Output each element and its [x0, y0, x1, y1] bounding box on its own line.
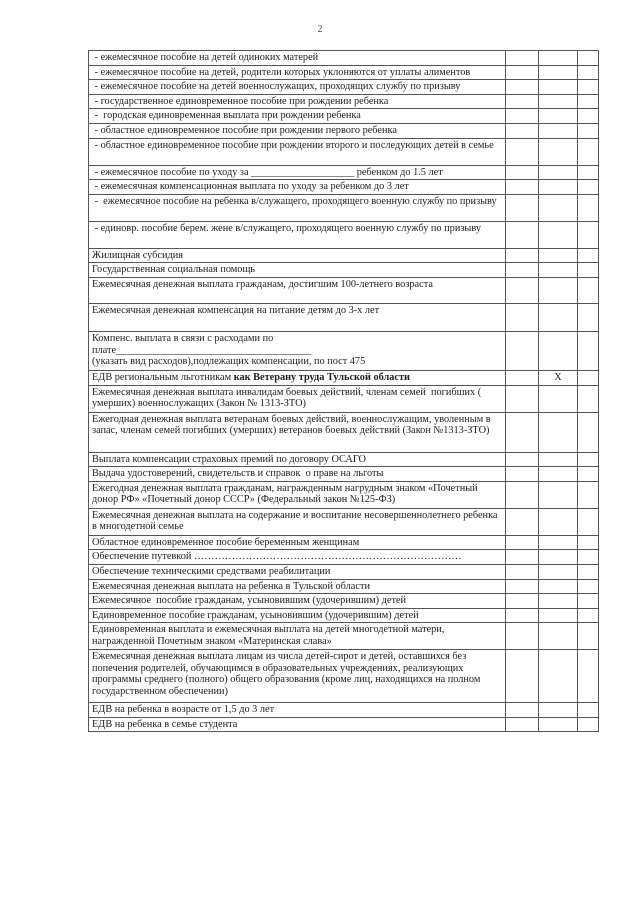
blank-cell: [578, 452, 599, 467]
blank-cell: [578, 481, 599, 508]
table-row: [89, 248, 599, 263]
selection-mark: [538, 452, 577, 467]
benefit-name: - ежемесячное пособие на детей военнослужащих, проходящих службу по призыву: [89, 80, 506, 95]
benefit-name: - ежемесячное пособие на детей, родители которых уклоняются от уплаты алиментов: [89, 65, 506, 80]
blank-cell: [505, 385, 538, 412]
blank-cell: [578, 80, 599, 95]
blank-cell: [578, 650, 599, 703]
blank-cell: [578, 221, 599, 248]
table-row: [89, 221, 599, 248]
benefit-name: Государственная социальная помощь: [89, 263, 506, 278]
blank-cell: [505, 467, 538, 482]
selection-mark: [538, 138, 577, 165]
blank-cell: [505, 481, 538, 508]
blank-cell: [505, 331, 538, 370]
blank-cell: [505, 51, 538, 66]
benefit-name: Ежемесячная денежная выплата гражданам, достигшим 100-летнего возраста: [89, 277, 506, 303]
table-row: [89, 452, 599, 467]
table-row: [89, 65, 599, 80]
benefit-name: Обеспечение техническими средствами реабилитации: [89, 564, 506, 579]
blank-cell: [578, 508, 599, 535]
table-row: [89, 703, 599, 718]
selection-mark: [538, 248, 577, 263]
selection-mark: [538, 263, 577, 278]
blank-cell: [505, 623, 538, 650]
benefit-name: Ежегодная денежная выплата ветеранам боевых действий, военнослужащим, уволенным в запас, членам семей погибших (умерших) ветеранов боевых действий (Закон №1313-ЗТО): [89, 412, 506, 452]
table-row: [89, 138, 599, 165]
blank-cell: [578, 51, 599, 66]
selection-mark: [538, 550, 577, 565]
blank-cell: [578, 717, 599, 732]
blank-cell: [578, 703, 599, 718]
table-row: [89, 412, 599, 452]
blank-cell: [505, 94, 538, 109]
table-row: [89, 263, 599, 278]
selection-mark: [538, 508, 577, 535]
page-number: 2: [317, 24, 323, 35]
benefit-name: - государственное единовременное пособие при рождении ребенка: [89, 94, 506, 109]
table-row: [89, 535, 599, 550]
blank-cell: [505, 579, 538, 594]
table-row: [89, 608, 599, 623]
benefit-name-bold-text: как Ветерану труда Тульской области: [233, 371, 410, 383]
table-row: [89, 180, 599, 195]
benefit-name: Ежемесячная денежная компенсация на питание детям до 3-х лет: [89, 303, 506, 331]
blank-cell: [505, 194, 538, 221]
table-row: [89, 467, 599, 482]
blank-cell: [578, 412, 599, 452]
selection-mark: [538, 623, 577, 650]
table-row: [89, 508, 599, 535]
benefit-name: Ежемесячная денежная выплата на содержание и воспитание несовершеннолетнего ребенка в многодетной семье: [89, 508, 506, 535]
table-row: [89, 623, 599, 650]
selection-mark: [538, 123, 577, 138]
selection-mark: [538, 51, 577, 66]
blank-cell: [578, 94, 599, 109]
selection-mark: [538, 180, 577, 195]
blank-cell: [578, 194, 599, 221]
selection-mark: [538, 412, 577, 452]
benefit-name: Компенс. выплата в связи с расходами по плате______________________________________ (указать вид расходов),подлежащих компенсации, по пост 475: [89, 331, 506, 370]
benefit-name: - областное единовременное пособие при рождении первого ребенка: [89, 123, 506, 138]
blank-cell: [505, 608, 538, 623]
blank-cell: [505, 277, 538, 303]
selection-mark: [538, 165, 577, 180]
benefit-name: - единовр. пособие берем. жене в/служащего, проходящего военную службу по призыву: [89, 221, 506, 248]
table-row: [89, 80, 599, 95]
table-row: [89, 594, 599, 609]
blank-cell: [578, 535, 599, 550]
benefit-name: Ежемесячная денежная выплата лицам из числа детей-сирот и детей, оставшихся без попечения родителей, обучающимся в образовательных учреждениях, реализующих программы среднего (полного) общего образования (кроме лиц, находящихся на полном государственном обеспечении): [89, 650, 506, 703]
blank-cell: [505, 165, 538, 180]
benefit-name: - ежемесячное пособие на детей одиноких матерей: [89, 51, 506, 66]
table-row: [89, 564, 599, 579]
selection-mark: [538, 194, 577, 221]
blank-cell: [505, 703, 538, 718]
blank-cell: [578, 385, 599, 412]
table-row: [89, 303, 599, 331]
table-row: [89, 331, 599, 370]
selection-mark: [538, 564, 577, 579]
benefit-name: Выплата компенсации страховых премий по договору ОСАГО: [89, 452, 506, 467]
table-row: [89, 579, 599, 594]
blank-cell: [578, 303, 599, 331]
selection-mark: [538, 717, 577, 732]
blank-cell: [505, 180, 538, 195]
blank-cell: [505, 248, 538, 263]
blank-cell: [505, 412, 538, 452]
blank-cell: [505, 370, 538, 385]
blank-cell: [578, 263, 599, 278]
selection-mark: [538, 594, 577, 609]
selection-mark: [538, 221, 577, 248]
blank-cell: [505, 80, 538, 95]
blank-cell: [578, 564, 599, 579]
benefit-name: Областное единовременное пособие беременным женщинам: [89, 535, 506, 550]
table-row: [89, 94, 599, 109]
table-row: [89, 550, 599, 565]
benefit-name: Единовременное пособие гражданам, усыновившим (удочерившим) детей: [89, 608, 506, 623]
table-row: [89, 481, 599, 508]
blank-cell: [578, 608, 599, 623]
blank-cell: [578, 165, 599, 180]
benefit-name: Ежемесячное пособие гражданам, усыновившим (удочерившим) детей: [89, 594, 506, 609]
benefit-name: Единовременная выплата и ежемесячная выплата на детей многодетной матери, награжденной Почетным знаком «Материнская слава»: [89, 623, 506, 650]
blank-cell: [505, 303, 538, 331]
blank-cell: [505, 650, 538, 703]
blank-cell: [578, 109, 599, 124]
table-row: [89, 717, 599, 732]
table-row: [89, 277, 599, 303]
benefit-name: ЕДВ на ребенка в семье студента: [89, 717, 506, 732]
selection-mark: [538, 467, 577, 482]
blank-cell: [505, 550, 538, 565]
table-row: [89, 385, 599, 412]
selection-mark: [538, 109, 577, 124]
selection-mark: [538, 331, 577, 370]
benefit-name: - ежемесячное пособие на ребенка в/служащего, проходящего военную службу по призыву: [89, 194, 506, 221]
blank-cell: [505, 263, 538, 278]
benefit-name: ЕДВ на ребенка в возрасте от 1,5 до 3 лет: [89, 703, 506, 718]
benefit-name: Жилищная субсидия: [89, 248, 506, 263]
blank-cell: [505, 109, 538, 124]
blank-cell: [578, 138, 599, 165]
table-row: [89, 51, 599, 66]
blank-cell: [505, 123, 538, 138]
blank-cell: [578, 579, 599, 594]
benefits-table: [88, 50, 599, 732]
table-row: [89, 165, 599, 180]
blank-cell: [505, 717, 538, 732]
table-row: [89, 370, 599, 385]
benefits-table-body: [89, 51, 599, 732]
table-row: [89, 109, 599, 124]
blank-cell: [578, 277, 599, 303]
selection-mark: [538, 579, 577, 594]
blank-cell: [578, 550, 599, 565]
blank-cell: [505, 221, 538, 248]
selection-mark: [538, 703, 577, 718]
blank-cell: [578, 65, 599, 80]
benefit-name: - ежемесячное пособие по уходу за ____________________ ребенком до 1.5 лет: [89, 165, 506, 180]
table-row: [89, 194, 599, 221]
blank-cell: [578, 370, 599, 385]
blank-cell: [578, 467, 599, 482]
selection-mark: [538, 65, 577, 80]
benefit-name: Выдача удостоверений, свидетельств и справок о праве на льготы: [89, 467, 506, 482]
blank-cell: [505, 452, 538, 467]
blank-cell: [505, 65, 538, 80]
blank-cell: [578, 248, 599, 263]
benefit-name: - ежемесячная компенсационная выплата по уходу за ребенком до 3 лет: [89, 180, 506, 195]
selection-mark: [538, 608, 577, 623]
benefit-name: Ежемесячная денежная выплата на ребенка в Тульской области: [89, 579, 506, 594]
benefit-name: - городская единовременная выплата при рождении ребенка: [89, 109, 506, 124]
selection-mark: [538, 385, 577, 412]
selection-mark: [538, 535, 577, 550]
benefit-name: - областное единовременное пособие при рождении второго и последующих детей в семье: [89, 138, 506, 165]
blank-cell: [578, 594, 599, 609]
blank-cell: [505, 508, 538, 535]
blank-cell: [578, 623, 599, 650]
blank-cell: [505, 535, 538, 550]
blank-cell: [578, 123, 599, 138]
benefit-name: Ежемесячная денежная выплата инвалидам боевых действий, членам семей погибших ( умерших) военнослужащих (Закон № 1313-ЗТО): [89, 385, 506, 412]
benefit-name: Обеспечение путевкой ……………………………………………………………………: [89, 550, 506, 565]
blank-cell: [578, 331, 599, 370]
selection-mark: [538, 650, 577, 703]
selection-mark: [538, 303, 577, 331]
table-row: [89, 650, 599, 703]
selection-mark: [538, 94, 577, 109]
blank-cell: [578, 180, 599, 195]
selection-mark: [538, 80, 577, 95]
blank-cell: [505, 594, 538, 609]
selection-mark: [538, 481, 577, 508]
selection-mark: [538, 277, 577, 303]
selection-mark: X: [538, 370, 577, 385]
benefit-name: [89, 370, 506, 385]
benefit-name-text: ЕДВ региональным льготникам: [92, 371, 234, 383]
blank-cell: [505, 564, 538, 579]
blank-cell: [505, 138, 538, 165]
benefit-name: Ежегодная денежная выплата гражданам, награжденным нагрудным знаком «Почетный донор РФ» «Почетный донор СССР» (Федеральный закон №125-ФЗ): [89, 481, 506, 508]
table-row: [89, 123, 599, 138]
